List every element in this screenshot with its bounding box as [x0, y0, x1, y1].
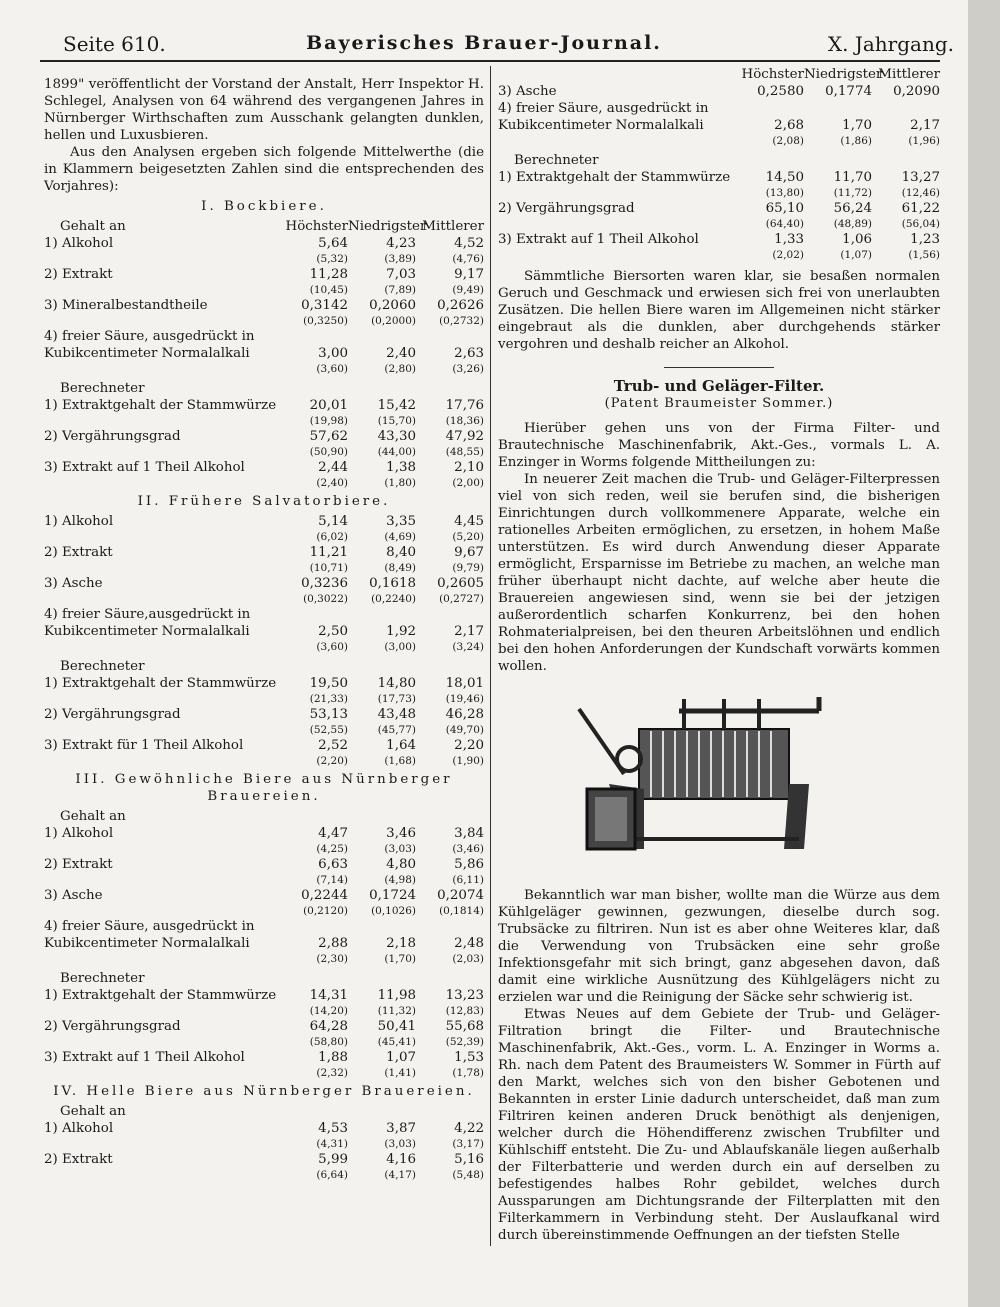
previous-year-value: (2,32) [316, 1067, 348, 1079]
row-label: 1) Extraktgehalt der Stammwürze [44, 988, 277, 1003]
previous-year-value: (52,39) [445, 1036, 484, 1048]
value-cell: 1,07 [386, 1050, 416, 1065]
previous-year-value: (21,33) [309, 693, 348, 705]
value-cell: 8,40 [386, 545, 416, 560]
table-row [498, 83, 940, 100]
row-label: 2) Vergährungsgrad [44, 1019, 181, 1034]
value-cell: 3,46 [386, 826, 416, 841]
value-cell: 4,22 [454, 1121, 484, 1136]
previous-year-value: (3,24) [452, 641, 484, 653]
value-cell: 1,64 [386, 738, 416, 753]
row-label: 4) freier Säure, ausgedrückt in Kubikcentimeter Normalalkali [44, 329, 255, 361]
previous-year-value: (14,20) [309, 1005, 348, 1017]
binding-gutter [968, 0, 1000, 1307]
article-paragraph: In neuerer Zeit machen die Trub- und Geläger-Filterpressen viel von sich reden, weil sie berufen sind, die bisherigen Einrichtungen durch vollkommenere Apparate, welche ein rationelles Arbeiten ermöglichen, zu ersetzen, in hohem Maße unterstützen. Es wird durch Anwendung dieser Apparate ermöglicht, Ersparnisse im Betriebe zu machen, an welche man früher überhaupt nicht dachte, auf welche aber heute die Brauereien angewiesen sind, wenn sie bei der jetzigen außerordentlich scharfen Konkurrenz, bei den hohen Rohmaterialpreisen, bei den theuren Arbeitslöhnen und endlich bei den hohen Anforderungen der Kundschaft vorwärts kommen wollen. [498, 472, 940, 674]
row-label: 1) Alkohol [44, 236, 114, 251]
previous-year-value: (6,11) [452, 874, 484, 886]
col-header: Höchster [285, 219, 348, 234]
value-cell: 2,63 [454, 346, 484, 361]
previous-year-value: (4,69) [384, 531, 416, 543]
value-cell: 61,22 [901, 201, 940, 216]
previous-year-value: (11,72) [833, 187, 872, 199]
value-cell: 3,35 [386, 514, 416, 529]
summary-paragraph: Sämmtliche Biersorten waren klar, sie besaßen normalen Geruch und Geschmack und erwiesen sich frei von unerlaubten Zusätzen. Die hellen Biere waren im Allgemeinen nicht stärker eingebraut als die dunklen, aber durchgehends stärker vergohren und deshalb reicher an Alkohol. [498, 269, 940, 352]
right-column [498, 66, 940, 1244]
value-cell: 1,06 [842, 232, 872, 247]
value-cell: 5,16 [454, 1152, 484, 1167]
value-cell: 50,41 [377, 1019, 416, 1034]
berechneter-label: Berechneter [60, 971, 145, 986]
previous-year-value: (3,17) [452, 1138, 484, 1150]
value-cell: 15,42 [377, 398, 416, 413]
table-row [44, 737, 484, 768]
col-header: Höchster [741, 67, 804, 82]
table-row [44, 918, 484, 966]
previous-year-value: (1,86) [840, 135, 872, 147]
value-cell: 2,50 [318, 624, 348, 639]
row-label: 3) Extrakt für 1 Theil Alkohol [44, 738, 244, 753]
value-cell: 4,16 [386, 1152, 416, 1167]
value-cell: 1,92 [386, 624, 416, 639]
table-row [44, 1151, 484, 1182]
previous-year-value: (3,03) [384, 843, 416, 855]
previous-year-value: (9,79) [452, 562, 484, 574]
previous-year-value: (49,70) [445, 724, 484, 736]
previous-year-value: (1,68) [384, 755, 416, 767]
previous-year-value: (0,2000) [371, 315, 416, 327]
row-label: 3) Asche [44, 576, 103, 591]
value-cell: 11,21 [309, 545, 348, 560]
previous-year-value: (1,70) [384, 953, 416, 965]
value-cell: 4,53 [318, 1121, 348, 1136]
previous-year-value: (2,02) [772, 249, 804, 261]
row-label: 2) Vergährungsgrad [44, 707, 181, 722]
table-row [44, 606, 484, 654]
gehalt-label: Gehalt an [60, 219, 126, 234]
value-cell: 0,2626 [437, 298, 484, 313]
article-subtitle: (Patent Braumeister Sommer.) [604, 396, 834, 411]
value-cell: 2,52 [318, 738, 348, 753]
table-row [44, 987, 484, 1018]
table-row [44, 235, 484, 266]
row-label: 2) Vergährungsgrad [498, 201, 635, 216]
value-cell: 11,28 [309, 267, 348, 282]
value-cell: 4,52 [454, 236, 484, 251]
previous-year-value: (2,20) [316, 755, 348, 767]
previous-year-value: (13,80) [765, 187, 804, 199]
table-row [44, 675, 484, 706]
previous-year-value: (4,17) [384, 1169, 416, 1181]
header-rule [40, 60, 940, 62]
previous-year-value: (2,30) [316, 953, 348, 965]
value-cell: 5,64 [318, 236, 348, 251]
value-cell: 13,27 [901, 170, 940, 185]
value-cell: 64,28 [309, 1019, 348, 1034]
value-cell: 2,48 [454, 936, 484, 951]
previous-year-value: (1,80) [384, 477, 416, 489]
previous-year-value: (8,49) [384, 562, 416, 574]
previous-year-value: (52,55) [309, 724, 348, 736]
value-cell: 13,23 [445, 988, 484, 1003]
value-cell: 2,17 [454, 624, 484, 639]
previous-year-value: (2,80) [384, 363, 416, 375]
table-row [44, 459, 484, 490]
value-cell: 0,1774 [825, 84, 872, 99]
previous-year-value: (6,02) [316, 531, 348, 543]
value-cell: 0,2605 [437, 576, 484, 591]
gehalt-label: Gehalt an [60, 1104, 126, 1119]
intro-paragraph: Aus den Analysen ergeben sich folgende Mittelwerthe (die in Klammern beigesetzten Zahlen sind die entsprechenden des Vorjahres): [44, 145, 484, 194]
previous-year-value: (0,1026) [371, 905, 416, 917]
row-label: 3) Extrakt auf 1 Theil Alkohol [44, 460, 245, 475]
value-cell: 9,67 [454, 545, 484, 560]
table-row [44, 428, 484, 459]
value-cell: 0,2074 [437, 888, 484, 903]
filter-press-illustration [569, 689, 869, 869]
gehalt-label: Gehalt an [60, 809, 126, 824]
previous-year-value: (12,46) [901, 187, 940, 199]
previous-year-value: (2,40) [316, 477, 348, 489]
previous-year-value: (3,60) [316, 363, 348, 375]
value-cell: 53,13 [309, 707, 348, 722]
value-cell: 11,98 [377, 988, 416, 1003]
row-label: 3) Extrakt auf 1 Theil Alkohol [498, 232, 699, 247]
table-header [498, 66, 940, 83]
value-cell: 5,86 [454, 857, 484, 872]
value-cell: 0,1724 [369, 888, 416, 903]
value-cell: 14,80 [377, 676, 416, 691]
value-cell: 2,18 [386, 936, 416, 951]
value-cell: 46,28 [445, 707, 484, 722]
value-cell: 0,2244 [301, 888, 348, 903]
journal-title: Bayerisches Brauer-Journal. [306, 32, 662, 54]
filter-press-drawing [569, 689, 869, 869]
previous-year-value: (6,64) [316, 1169, 348, 1181]
row-label: 1) Extraktgehalt der Stammwürze [44, 398, 277, 413]
value-cell: 4,80 [386, 857, 416, 872]
value-cell: 1,70 [842, 118, 872, 133]
previous-year-value: (17,73) [377, 693, 416, 705]
row-label: 2) Extrakt [44, 545, 113, 560]
table-row [44, 575, 484, 606]
value-cell: 0,2090 [893, 84, 940, 99]
previous-year-value: (1,41) [384, 1067, 416, 1079]
table-row [44, 397, 484, 428]
berechneter-label: Berechneter [60, 381, 145, 396]
previous-year-value: (1,56) [908, 249, 940, 261]
previous-year-value: (0,2240) [371, 593, 416, 605]
previous-year-value: (58,80) [309, 1036, 348, 1048]
row-label: 1) Alkohol [44, 514, 114, 529]
value-cell: 3,87 [386, 1121, 416, 1136]
value-cell: 20,01 [309, 398, 348, 413]
value-cell: 1,53 [454, 1050, 484, 1065]
value-cell: 4,23 [386, 236, 416, 251]
previous-year-value: (2,03) [452, 953, 484, 965]
value-cell: 2,44 [318, 460, 348, 475]
row-label: 3) Mineralbestandtheile [44, 298, 208, 313]
previous-year-value: (0,2727) [439, 593, 484, 605]
value-cell: 2,68 [774, 118, 804, 133]
value-cell: 55,68 [445, 1019, 484, 1034]
previous-year-value: (19,46) [445, 693, 484, 705]
previous-year-value: (1,90) [452, 755, 484, 767]
table-row [498, 200, 940, 231]
value-cell: 0,1618 [369, 576, 416, 591]
berechneter-label: Berechneter [514, 153, 599, 168]
previous-year-value: (48,55) [445, 446, 484, 458]
value-cell: 11,70 [833, 170, 872, 185]
previous-year-value: (3,26) [452, 363, 484, 375]
value-cell: 14,31 [309, 988, 348, 1003]
value-cell: 5,99 [318, 1152, 348, 1167]
previous-year-value: (3,89) [384, 253, 416, 265]
previous-year-value: (2,00) [452, 477, 484, 489]
section-title: III. Gewöhnliche Biere aus Nürnberger Brauereien. [75, 772, 453, 804]
previous-year-value: (64,40) [765, 218, 804, 230]
value-cell: 2,20 [454, 738, 484, 753]
page-number: Seite 610. [63, 32, 166, 56]
value-cell: 47,92 [445, 429, 484, 444]
row-label: 1) Extraktgehalt der Stammwürze [44, 676, 277, 691]
row-label: 2) Extrakt [44, 1152, 113, 1167]
previous-year-value: (3,00) [384, 641, 416, 653]
previous-year-value: (10,45) [309, 284, 348, 296]
section-title: II. Frühere Salvatorbiere. [137, 494, 391, 509]
value-cell: 6,63 [318, 857, 348, 872]
previous-year-value: (7,14) [316, 874, 348, 886]
article-title: Trub- und Geläger-Filter. [613, 377, 825, 395]
left-column [44, 76, 484, 1182]
previous-year-value: (1,96) [908, 135, 940, 147]
previous-year-value: (3,03) [384, 1138, 416, 1150]
row-label: 3) Asche [498, 84, 557, 99]
previous-year-value: (5,32) [316, 253, 348, 265]
volume-label: X. Jahrgang. [827, 32, 954, 56]
previous-year-value: (4,25) [316, 843, 348, 855]
row-label: 2) Vergährungsgrad [44, 429, 181, 444]
value-cell: 1,23 [910, 232, 940, 247]
article-paragraph: Bekanntlich war man bisher, wollte man die Würze aus dem Kühlgeläger gewinnen, gezwungen, dieselbe durch sog. Trubsäcke zu filtriren. Nun ist es aber ohne Weiteres klar, daß die Verwendung von Trubsäcken eine sehr große Infektionsgefahr mit sich bringt, ganz abgesehen davon, daß damit eine wirkliche Ausnützung des Kühlgelägers nicht zu erzielen war und die Reinigung der Säcke sehr schwierig ist. [498, 888, 940, 1005]
value-cell: 43,48 [377, 707, 416, 722]
previous-year-value: (0,2120) [303, 905, 348, 917]
value-cell: 65,10 [765, 201, 804, 216]
table-row [44, 1049, 484, 1080]
berechneter-label: Berechneter [60, 659, 145, 674]
previous-year-value: (3,60) [316, 641, 348, 653]
previous-year-value: (5,20) [452, 531, 484, 543]
previous-year-value: (1,78) [452, 1067, 484, 1079]
article-paragraph: Etwas Neues auf dem Gebiete der Trub- und Geläger-Filtration bringt die Filter- und Brautechnische Maschinenfabrik, Akt.-Ges., vorm. L. A. Enzinger in Worms a. Rh. nach dem Patent des Braumeisters W. Sommer in Fürth auf den Markt, welches sich von den bisher Gebotenen und Bekannten in erster Linie dadurch unterscheidet, daß man zum Filtriren keinen anderen Druck benöthigt als denjenigen, welcher durch die Höhendifferenz zwischen Trubfilter und Kühlschiff entsteht. Die Zu- und Ablaufskanäle liegen außerhalb der Filterbatterie und werden durch ein auf derselben zu befestigendes halbes Rohr gebildet, welches durch Aussparungen am Dichtungsrande der Filterplatten mit den Filterkammern in Verbindung steht. Der Auslaufkanal wird durch übereinstimmende Oeffnungen an der tiefsten Stelle [498, 1007, 940, 1243]
previous-year-value: (10,71) [309, 562, 348, 574]
value-cell: 43,30 [377, 429, 416, 444]
previous-year-value: (44,00) [377, 446, 416, 458]
previous-year-value: (4,76) [452, 253, 484, 265]
value-cell: 5,14 [318, 514, 348, 529]
table-row [44, 1018, 484, 1049]
row-label: 1) Extraktgehalt der Stammwürze [498, 170, 731, 185]
section-rule [664, 367, 774, 368]
previous-year-value: (45,41) [377, 1036, 416, 1048]
table-row [44, 887, 484, 918]
value-cell: 18,01 [445, 676, 484, 691]
previous-year-value: (0,1814) [439, 905, 484, 917]
value-cell: 3,84 [454, 826, 484, 841]
previous-year-value: (4,31) [316, 1138, 348, 1150]
table-row [498, 169, 940, 200]
value-cell: 57,62 [309, 429, 348, 444]
table-row [44, 1120, 484, 1151]
intro-paragraph: 1899" veröffentlicht der Vorstand der Anstalt, Herr Inspektor H. Schlegel, Analysen von 64 während des vergangenen Jahres in Nürnberger Wirthschaften zum Ausschank gelangten dunklen, hellen und Luxusbieren. [44, 77, 484, 143]
section-title: I. Bockbiere. [201, 199, 327, 214]
table-row [44, 328, 484, 376]
previous-year-value: (48,89) [833, 218, 872, 230]
value-cell: 2,40 [386, 346, 416, 361]
table-row [44, 266, 484, 297]
col-header: Niedrigster [348, 219, 427, 234]
table-row [44, 706, 484, 737]
table-row [44, 544, 484, 575]
table-header [44, 218, 484, 235]
value-cell: 1,33 [774, 232, 804, 247]
column-divider [490, 66, 491, 1246]
analysis-table-continued [498, 83, 940, 262]
value-cell: 4,45 [454, 514, 484, 529]
value-cell: 2,17 [910, 118, 940, 133]
value-cell: 2,10 [454, 460, 484, 475]
value-cell: 0,3142 [301, 298, 348, 313]
previous-year-value: (50,90) [309, 446, 348, 458]
previous-year-value: (19,98) [309, 415, 348, 427]
table-row [44, 297, 484, 328]
value-cell: 14,50 [765, 170, 804, 185]
value-cell: 9,17 [454, 267, 484, 282]
value-cell: 56,24 [833, 201, 872, 216]
table-row [498, 231, 940, 262]
value-cell: 3,00 [318, 346, 348, 361]
value-cell: 0,2580 [757, 84, 804, 99]
previous-year-value: (12,83) [445, 1005, 484, 1017]
value-cell: 7,03 [386, 267, 416, 282]
previous-year-value: (0,2732) [439, 315, 484, 327]
col-header: Niedrigster [804, 67, 883, 82]
row-label: 1) Alkohol [44, 1121, 114, 1136]
row-label: 3) Extrakt auf 1 Theil Alkohol [44, 1050, 245, 1065]
previous-year-value: (56,04) [901, 218, 940, 230]
col-header: Mittlerer [422, 219, 484, 234]
previous-year-value: (18,36) [445, 415, 484, 427]
row-label: 2) Extrakt [44, 857, 113, 872]
table-row [44, 825, 484, 856]
value-cell: 1,88 [318, 1050, 348, 1065]
previous-year-value: (11,32) [377, 1005, 416, 1017]
previous-year-value: (2,08) [772, 135, 804, 147]
table-row [498, 100, 940, 148]
table-row [44, 856, 484, 887]
row-label: 4) freier Säure, ausgedrückt in Kubikcentimeter Normalalkali [498, 101, 709, 133]
row-label: 1) Alkohol [44, 826, 114, 841]
value-cell: 17,76 [445, 398, 484, 413]
table-row [44, 513, 484, 544]
previous-year-value: (15,70) [377, 415, 416, 427]
value-cell: 4,47 [318, 826, 348, 841]
analysis-tables [44, 198, 484, 1182]
previous-year-value: (1,07) [840, 249, 872, 261]
value-cell: 0,2060 [369, 298, 416, 313]
article-paragraph: Hierüber gehen uns von der Firma Filter- und Brautechnische Maschinenfabrik, Akt.-Ges., vormals L. A. Enzinger in Worms folgende Mittheilungen zu: [498, 421, 940, 470]
col-header: Mittlerer [878, 67, 940, 82]
section-title: IV. Helle Biere aus Nürnberger Brauereien. [53, 1084, 475, 1099]
value-cell: 1,38 [386, 460, 416, 475]
value-cell: 2,88 [318, 936, 348, 951]
previous-year-value: (4,98) [384, 874, 416, 886]
previous-year-value: (0,3250) [303, 315, 348, 327]
previous-year-value: (0,3022) [303, 593, 348, 605]
row-label: 3) Asche [44, 888, 103, 903]
previous-year-value: (45,77) [377, 724, 416, 736]
previous-year-value: (7,89) [384, 284, 416, 296]
value-cell: 19,50 [309, 676, 348, 691]
row-label: 4) freier Säure,ausgedrückt in Kubikcentimeter Normalalkali [44, 607, 251, 639]
row-label: 4) freier Säure, ausgedrückt in Kubikcentimeter Normalalkali [44, 919, 255, 951]
previous-year-value: (9,49) [452, 284, 484, 296]
previous-year-value: (3,46) [452, 843, 484, 855]
previous-year-value: (5,48) [452, 1169, 484, 1181]
row-label: 2) Extrakt [44, 267, 113, 282]
value-cell: 0,3236 [301, 576, 348, 591]
